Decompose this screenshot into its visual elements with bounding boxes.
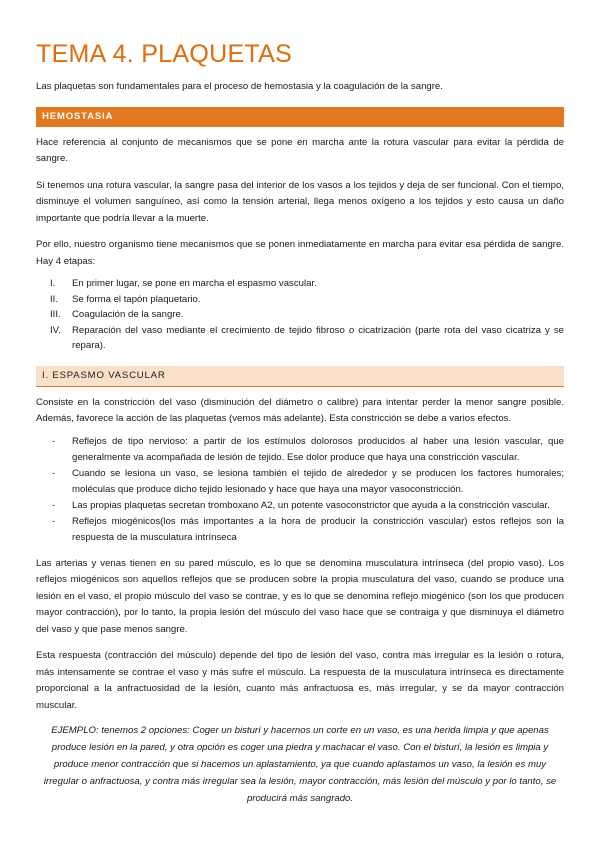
example-paragraph: EJEMPLO: tenemos 2 opciones: Coger un bisturí y hacernos un corte en un vaso, es una herida limpia y que apenas produce lesión en la pared, y otra opción es coger una piedra y machacar el vaso. Con el bisturí, la lesión es limpia y produce menor contracción que si hacemos un aplastamiento, ya que cuando aplastamos un vaso, la lesión es muy irregular o anfractuosa, y contra más irregular sea la lesión, mayor contracción, más lesión del músculo y por lo tanto, se producirá más sangrado.: [43, 725, 557, 804]
espasmo-paragraph-1: Consiste en la constricción del vaso (disminución del diámetro o calibre) para intentar perder la menor sangre posible. Además, favorece la acción de las plaquetas (vemos más adelante). Esta constricción se debe a varios efectos.: [36, 396, 564, 424]
list-item: [36, 276, 564, 292]
espasmo-paragraph-3: Esta respuesta (contracción del músculo) depende del tipo de lesión del vaso, contra mas irregular es la lesión o rotura, más intensamente se contrae el vaso y más sufre el músculo. La respuesta de la musculatura intrínseca es directamente proporcional a la anfractuosidad de la lesión, cuanto más anfractuosa es, más irregular, y se da mayor contracción muscular.: [36, 650, 564, 711]
espasmo-paragraph-2: Las arterias y venas tienen en su pared músculo, es lo que se denomina musculatura intrínseca (del propio vaso). Los reflejos miogénicos son aquellos reflejos que se producen sobre la propia musculatura del vaso, cuando se produce una lesión en el vaso, el propio músculo del vaso se contrae, y es lo que se denomina reflejo miogénico (son los que producen mayor contracción), por lo tanto, la propia lesión del músculo del vaso hace que se contraiga y que disminuya el diámetro del vaso y que pase menos sangre.: [36, 557, 564, 635]
effects-list: [36, 434, 564, 546]
list-text: Se forma el tapón plaquetario.: [72, 293, 201, 305]
section-heading-espasmo-vascular: I. ESPASMO VASCULAR: [36, 366, 564, 387]
list-text: Reflejos de tipo nervioso: a partir de los estímulos dolorosos producidos al haber una lesión vascular, que generalmente va acompañada de lesión de tejido. Ese dolor produce que haya una constricción vascular.: [72, 435, 564, 463]
list-text: Cuando se lesiona un vaso, se lesiona también el tejido de alrededor y se producen los factores humorales; moléculas que produce dicho tejido lesionado y hace que haya una mayor vasoconstricción.: [72, 467, 564, 495]
list-item: [36, 434, 564, 466]
dash-bullet: -: [52, 499, 56, 511]
stages-list: [36, 276, 564, 354]
list-number: II.: [50, 293, 58, 305]
list-item: [36, 466, 564, 498]
hemostasia-paragraph-3: Por ello, nuestro organismo tiene mecanismos que se ponen inmediatamente en marcha para evitar esa pérdida de sangre. Hay 4 etapas:: [36, 239, 564, 267]
list-text: En primer lugar, se pone en marcha el espasmo vascular.: [72, 278, 317, 289]
list-number: I.: [50, 278, 56, 289]
dash-bullet: -: [52, 515, 56, 527]
section-heading-hemostasia: HEMOSTASIA: [36, 107, 564, 127]
list-item: [36, 307, 564, 323]
list-number: III.: [50, 309, 61, 320]
hemostasia-paragraph-2: Si tenemos una rotura vascular, la sangre pasa del interior de los vasos a los tejidos y deja de ser funcional. Con el tiempo, disminuye el volumen sanguíneo, así como la tensión arterial, llega menos oxígeno a los tejidos y esto causa un daño importante que podría llevar a la muerte.: [36, 179, 564, 224]
dash-bullet: -: [52, 467, 56, 479]
list-number: IV.: [50, 324, 61, 336]
intro-paragraph: Las plaquetas son fundamentales para el proceso de hemostasia y la coagulación de la sangre.: [36, 81, 443, 92]
list-item: [36, 292, 564, 308]
list-item: [36, 323, 564, 354]
dash-bullet: -: [52, 435, 56, 447]
list-text: Las propias plaquetas secretan tromboxano A2, un potente vasoconstrictor que ayuda a la constricción vascular.: [72, 499, 550, 511]
page-title: TEMA 4. PLAQUETAS: [36, 40, 293, 68]
hemostasia-paragraph-1: Hace referencia al conjunto de mecanismos que se pone en marcha ante la rotura vascular para evitar la pérdida de sangre.: [36, 136, 564, 164]
list-text: Coagulación de la sangre.: [72, 309, 184, 320]
list-item: [36, 514, 564, 546]
list-item: [36, 498, 564, 514]
list-text: Reparación del vaso mediante el crecimiento de tejido fibroso o cicatrización (parte rota del vaso cicatriza y se repara).: [72, 324, 564, 351]
list-text: Reflejos miogénicos(los más importantes a la hora de producir la constricción vascular) estos reflejos son la respuesta de la musculatura intrínseca: [72, 515, 564, 543]
